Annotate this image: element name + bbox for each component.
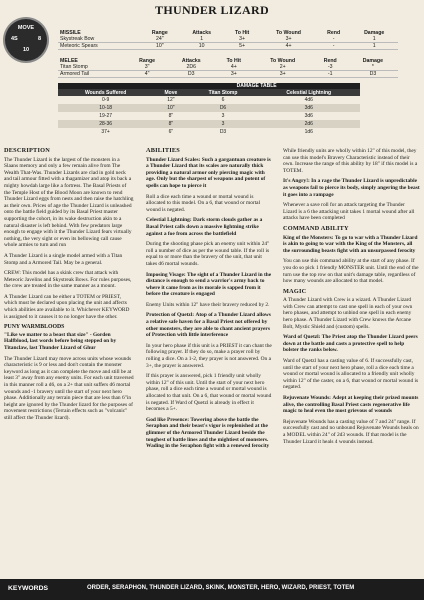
move-value: 10" [153, 104, 188, 112]
move-value: 8" [168, 113, 174, 119]
weapon-name: Meteoric Spears [58, 43, 140, 50]
damage-header: Titan Stomp [189, 89, 258, 96]
description-text: The Thunder Lizard is the largest of the monsters in a Slaans memory and only a few remain alive from The Wealth That-Was. Thunder Lizards are clad in gold neck and tail armour fitted with a thagamizer and atop its back a mighty howdah large like a fortress. The Basal Priests of the Temple Host of the Blood Moon are known to rend Thunder Lizard eggs from nests and then raise the hatchling as their own. Prices of age the Thunder Lizard is unleashed onto the battle field guided by its Basal Priest master supporting the cohort, in its wake destruction akin to a natural disaster is left behind. With few predators large enough to engage with it the Thunder Lizard fears virtually nothing, the very sight or even its bellowing call cause whole armies to turn and run [4, 156, 134, 249]
melee-header: Range [139, 58, 155, 64]
ability-title: Thunder Lizard Scales: [146, 156, 201, 163]
ability-text: Rejuvenate Wounds has a casting value of 7 and 24" range. If successfully cast and no unbound Rejuvenate Wounds heals on a MODEL within 24" of 2d3 wounds. If that model is the Thunder Lizard it heals 4 wounds instead. [283, 418, 419, 445]
weapon-to-hit: 3+ [215, 71, 253, 78]
lightning-value: 2d6 [258, 120, 361, 128]
melee-header: Damage [362, 58, 383, 64]
abilities-column [146, 148, 272, 454]
weapon-damage: * [348, 64, 398, 71]
ability-flavor: To go to war with a Thunder Lizard is akin to going to war with the King of the Monsters, all the surrounding beasts fight with an unsurpassed ferocity [283, 234, 418, 254]
weapon-to-hit: 3+ [224, 36, 260, 43]
ability-flavor: Atop of a Thunder Lizard allows a relative safe haven for a Basal Priest not offered by other monsters, they are able to chant ancient prayers of Protection with little interference [146, 312, 271, 339]
description-heading: DESCRIPTION [4, 147, 50, 154]
melee-header: MELEE [60, 58, 78, 64]
damage-header: Wounds Suffered [58, 89, 153, 96]
badge-save: 4S [11, 36, 18, 42]
ability-text: During the shooting phase pick an enemy unit within 24" roll a number of dice as per the wound table. If the roll is equal to or more than the bravery of the unit, that unit takes d6 mortal wounds. [146, 241, 270, 267]
keyword-text: A Thunder Lizard can be either a TOTEM or PRIEST, which must be declared upon placing the unit and affects which abilities are available to it. Whichever KEYWORD is assigned to it causes it to no longer have the other. [4, 293, 130, 320]
missile-header: Range [151, 30, 168, 36]
weapon-to-wound: 4+ [260, 43, 317, 50]
wounds-suffered: 10-18 [58, 104, 153, 112]
ability-text: While friendly units are wholly within 12" of this model, they can use this model's Bravery Characteristic instead of their own. Increase the range of this ability by 18" if this model is a TOTEM. [283, 148, 418, 174]
table-row [58, 96, 360, 104]
missile-header: Damage [364, 30, 385, 36]
ability-title: God like Presence: [146, 416, 190, 423]
missile-header: Attacks [192, 30, 212, 36]
ability-title: Celestial Lightning: [146, 217, 192, 224]
move-value: 8" [153, 120, 188, 128]
weapon-range: 10" [140, 43, 179, 50]
stomp-value: D6 [189, 104, 258, 112]
weapon-range: 24" [140, 36, 179, 43]
weapon-to-wound: 3+ [260, 36, 317, 43]
ability-flavor: Dark storm clouds gather as a Basal Priest calls down a massive lightning strike against a foe from across the battlefield [146, 217, 263, 237]
table-row [58, 112, 360, 120]
weapon-damage: 1 [350, 36, 398, 43]
table-row [58, 128, 360, 136]
weapon-rend: - [317, 36, 350, 43]
weapon-range: 3" [126, 64, 167, 71]
weapon-rend: -1 [313, 71, 348, 78]
damage-table-title: DAMAGE TABLE [153, 83, 360, 89]
stomp-value: 3 [189, 120, 258, 128]
missile-header: To Wound [276, 30, 301, 36]
command-ability-heading: COMMAND ABILITY [283, 224, 349, 232]
ability-flavor: Towering above the battle the Seraphon and their beast's vigor is replenished at the glimmer of the Armored Thunder Lizard beside the toughest of battle lines and the mightiest of monsters. Wading in the Seraphon fight with a renewed ferocity [146, 416, 270, 450]
weapon-to-hit: 5+ [224, 43, 260, 50]
ability-flavor: The sight of a Thunder Lizard in the distance is enough to send a warrior's army back to where it came from as its morale is sapped from it before the creature is engaged [146, 271, 272, 298]
keywords-label: KEYWORDS [8, 585, 49, 592]
weapon-name: Skystreak Bow [58, 36, 140, 43]
page-title: THUNDER LIZARD [155, 3, 269, 17]
missile-header: To Hit [234, 30, 250, 36]
melee-header: Attacks [181, 58, 201, 64]
badge-bravery: 8 [37, 36, 41, 42]
stomp-value: D3 [219, 129, 227, 135]
damage-header: Move [153, 89, 188, 96]
stomp-value: 6 [221, 97, 225, 103]
weapon-attacks: 2D6 [168, 64, 215, 71]
melee-header: To Hit [226, 58, 241, 64]
ability-text: Roll a dice each time a wound or mortal wound is allocated to this model. On a 6, that wound or mortal wound is negated. [146, 193, 261, 213]
crew-text: CREW: This model has a skink crew that attack with Meteoric Javelins and Skystreak Bows. For rules purposes, the crew are treated in the same manner as a mount. [4, 270, 132, 290]
lightning-value: 3d6 [258, 104, 361, 112]
lightning-value: 3d6 [304, 113, 313, 119]
keywords-value: ORDER, SERAPHON, THUNDER LIZARD, SKINK, MONSTER, HERO, WIZARD, PRIEST, TOTEM [87, 585, 355, 591]
melee-weapons-table [58, 58, 398, 78]
puny-warmbloods-heading: PUNY WARMBLOODS [4, 324, 65, 331]
puny-warmbloods-text: The Thunder Lizard may move across units whose wounds characteristic is 9 or less and don't contain the monster keyword as long as it can complete the move and still be at least 3" away from any enemy units. For each unit traversed in this manner roll a d6, on a 2+ that unit suffers d6 mortal wounds and -1 bravery until the start of your next hero phase. Additionally any terrain piece that are less than 6"in height are ignored by the Thunder lizard for the purposes of movement restrictions (Terrain effects such as "volcanic" still affect the Thunder lizard). [4, 355, 134, 421]
melee-header: To Wound [270, 58, 296, 64]
ability-title: Imposing Visage: [146, 271, 186, 278]
description-column [4, 148, 134, 426]
ability-flavor: Such a gargantuan creature is a Thunder Lizard that its scales are naturally thick providing a natural armor only piercing magic with age. Only but the sharpest of weapons and potent of spells can hope to pierce it [146, 156, 271, 189]
weapon-to-wound: 2+ [253, 64, 313, 71]
damage-table [58, 83, 360, 136]
ability-text: Whenever a save roll for an attack targeting the Thunder Lizard is a 6 the attacking unit takes 1 mortal wound after all attacks have been completed [283, 202, 415, 222]
characteristics-badge [5, 19, 47, 61]
ability-title: Rejuvenate Wounds: [283, 395, 331, 401]
weapon-attacks: 1 [179, 36, 224, 43]
weapon-attacks: D3 [168, 71, 215, 78]
ability-text: Enemy Units within 12" have their bravery reduced by 2. [146, 301, 270, 308]
magic-heading: MAGIC [283, 287, 307, 295]
table-row [58, 104, 360, 112]
weapon-to-hit: 4+ [215, 64, 253, 71]
weapon-rend: - [317, 43, 350, 50]
missile-weapons-table [58, 30, 398, 50]
ability-flavor: Adept at keeping their prized mounts alive, the controlling Basal Priest casts regenerative life magic to heal even the most grievous of wounds [283, 395, 419, 415]
ability-text: In your hero phase if this unit is a PRIEST it can chant the following prayer. If they do so, make a prayer roll by rolling a dice. On a 1-2, they prayer is not answered. On a 3+, the prayer is answered. [146, 342, 272, 369]
ability-title: Ward of Quetzl: [283, 334, 321, 341]
missile-header: Rend [327, 30, 341, 36]
ability-text: Ward of Quetzl has a casting value of 6. If successfully cast, until the start of your next hero phase, roll a dice each time a wound or mortal wound is allocated to a friendly unit wholly within 12" of the caster, on a 6, that wound or mortal wound is negated. [283, 358, 419, 391]
badge-wounds: 10 [22, 47, 30, 53]
table-row [58, 43, 398, 50]
abilities-heading: ABILITIES [146, 147, 181, 154]
weapon-range: 4" [126, 71, 167, 78]
keywords-bar [0, 579, 424, 600]
wounds-suffered: 37+ [101, 129, 110, 135]
ability-title: Protection of Quetzl: [146, 312, 195, 319]
wounds-suffered: 28-36 [58, 120, 153, 128]
ability-flavor: In a rage the Thunder Lizard is unpredictable as weapons fail to pierce its body, simply angering the beast it goes into a rampage [283, 178, 420, 198]
badge-move-label: MOVE [17, 25, 35, 31]
wounds-suffered: 19-27 [99, 113, 113, 119]
table-row [58, 120, 360, 128]
damage-header: Celestial Lightning [258, 89, 361, 96]
table-row [58, 71, 398, 78]
stomp-value: 3 [221, 113, 225, 119]
melee-header: Rend [323, 58, 337, 64]
ability-text: If this prayer is answered, pick 1 friendly unit wholly within 12" of this unit. Until the start of your next hero phase, roll a dice each time a wound or mortal wound is allocated to that unit. On a 6, that wound or mortal wound is negated. If Ward of Quetzl is already in effect it becomes a 5+. [146, 373, 272, 413]
ability-text: A Thunder Lizard with Crew is a wizard. A Thunder Lizard with Crew can attempt to cast one spell in each of your own hero phases, and attempt to unbind one spell in each enemy hero phase. A Thunder Lizard with Crew knows the Arcane Bolt, Mystic Shield and (custom) spells. [283, 297, 413, 330]
wounds-suffered: 0-9 [102, 97, 110, 103]
ability-title: King of the Monsters: [283, 234, 334, 241]
unit-text: A Thunder Lizard is a single model armed with a Titan Stomp and a Armored Tail. May be a general. [4, 252, 123, 266]
weapon-rend: -3 [313, 64, 348, 71]
missile-header: MISSILE [60, 30, 81, 36]
lightning-value: 1d6 [304, 129, 313, 135]
move-value: 12" [167, 97, 175, 103]
rules-column [283, 148, 420, 449]
weapon-damage: 1 [350, 43, 398, 50]
weapon-to-wound: 3+ [253, 71, 313, 78]
weapon-damage: D3 [348, 71, 398, 78]
lightning-value: 4d6 [304, 97, 313, 103]
ability-flavor: The Priest atop the Thunder Lizard peers down at the battle and casts a protective spell to help bolster the ranks below. [283, 334, 418, 354]
weapon-attacks: 10 [179, 43, 224, 50]
flavor-quote: "Like we matter to a beast that size" - Gorden Halfblood, last words before being stepped on by Titanclaw, last Thunder Lizard of Ghur [4, 331, 117, 352]
ability-title: It's Angry!: [283, 178, 310, 185]
weapon-name: Armored Tail [58, 71, 126, 78]
weapon-name: Titan Stomp [58, 64, 126, 71]
ability-text: You can use this command ability at the start of any phase. If you do so pick 1 friendly MONSTER unit. Until the end of the turn use the top row on that unit's damage table, regardless of how many wounds are allocated to that model. [283, 258, 419, 285]
move-value: 6" [168, 129, 174, 135]
